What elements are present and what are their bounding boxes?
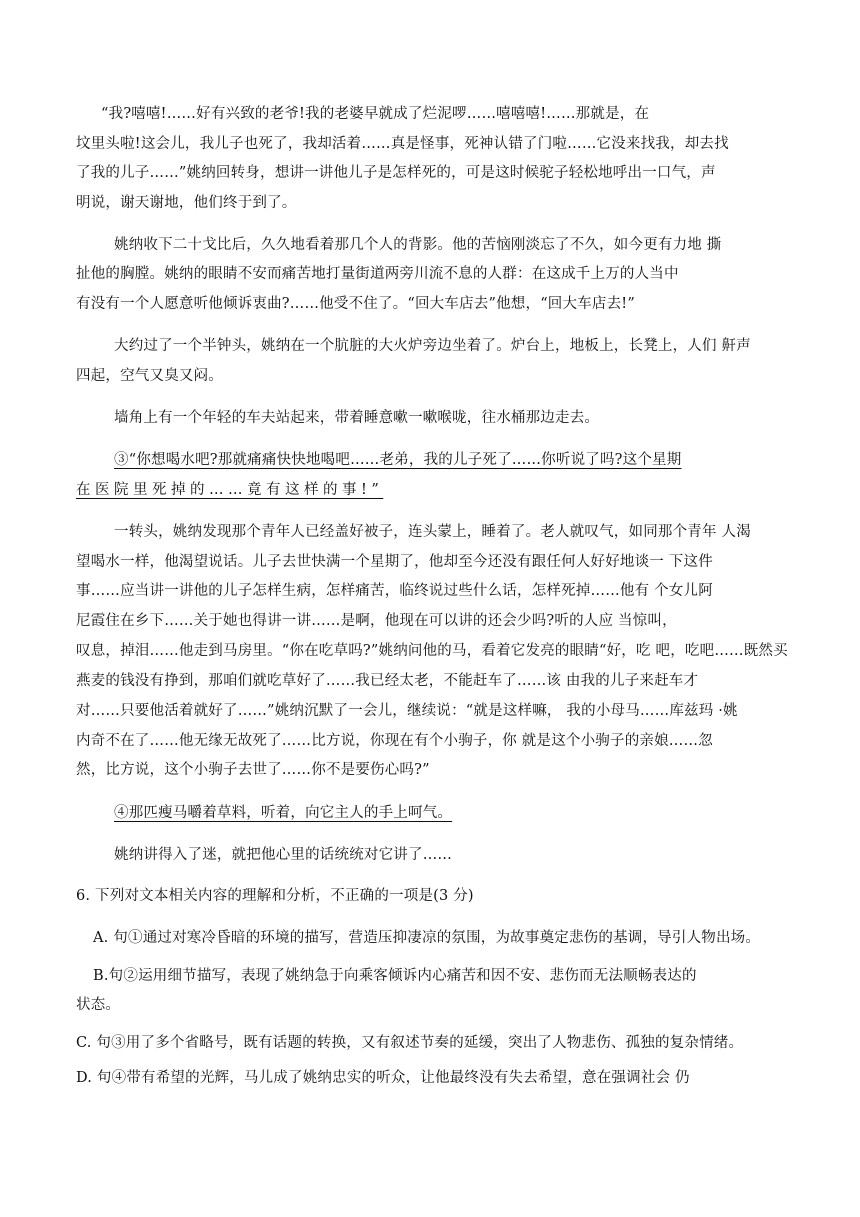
text-line: 四起，空气又臭又闷。 — [76, 368, 223, 384]
text-line: 姚纳讲得入了迷，就把他心里的话统统对它讲了…… — [114, 847, 453, 863]
text-line: 明说，谢天谢地，他们终于到了。 — [76, 195, 297, 211]
underlined-sentence-4: ④那匹瘦马嚼着草料，听着，向它主人的手上呵气。 — [114, 805, 453, 821]
text-line: “我?嘻嘻!……好有兴致的老爷!我的老婆早就成了烂泥啰……嘻嘻嘻!……那就是，在 — [101, 106, 650, 122]
text-line: 对……只要他活着就好了……”姚纳沉默了一会儿，继续说：“就是这样嘛， 我的小母马……库兹玛 ·姚 — [76, 703, 738, 719]
option-c: C. 句③用了多个省略号，既有话题的转换，又有叙述节奏的延缓，突出了人物悲伤、孤独的复杂情绪。 — [76, 1035, 744, 1051]
text-line: 扯他的胸膛。姚纳的眼睛不安而痛苦地打量街道两旁川流不息的人群：在这成千上万的人当中 — [76, 266, 679, 282]
text-line: 燕麦的钱没有挣到，那咱们就吃草好了……我已经太老，不能赶车了……该 由我的儿子来赶车才 — [76, 673, 699, 689]
text-line: 姚纳收下二十戈比后，久久地看着那几个人的背影。他的苦恼刚淡忘了不久，如今更有力地 撕 — [114, 237, 722, 253]
text-line: 了我的儿子……”姚纳回转身，想讲一讲他儿子是怎样死的，可是这时候驼子轻松地呼出一口气，声 — [76, 165, 716, 181]
option-b: 状态。 — [76, 997, 121, 1013]
text-line: 有没有一个人愿意听他倾诉衷曲?……他受不住了。“回大车店去”他想，“回大车店去!” — [76, 296, 635, 312]
underlined-sentence-3: ③“你想喝水吧?那就痛痛快快地喝吧……老弟，我的儿子死了……你听说了吗?这个星期 — [114, 452, 682, 468]
text-line: 坟里头啦!这会儿，我儿子也死了，我却活着……真是怪事，死神认错了门啦……它没来找我，却去找 — [76, 136, 729, 152]
option-d: D. 句④带有希望的光辉，马儿成了姚纳忠实的听众，让他最终没有失去希望，意在强调社会 仍 — [76, 1070, 690, 1086]
option-a: A. 句①通过对寒冷昏暗的环境的描写，营造压抑凄凉的氛围，为故事奠定悲伤的基调，导引人物出场。 — [93, 930, 761, 946]
text-line: 然，比方说，这个小驹子去世了……你不是要伤心吗?” — [76, 762, 430, 778]
text-line: 内奇不在了……他无缘无故死了……比方说，你现在有个小驹子，你 就是这个小驹子的亲娘……忽 — [76, 733, 713, 749]
option-b: B.句②运用细节描写，表现了姚纳急于向乘客倾诉内心痛苦和因不安、悲伤而无法顺畅表达的 — [93, 968, 697, 984]
text-line: 大约过了一个半钟头，姚纳在一个肮脏的大火炉旁边坐着了。炉台上，地板上，长凳上，人们 鼾声 — [114, 338, 751, 354]
text-line: 一转头，姚纳发现那个青年人已经盖好被子，连头蒙上，睡着了。老人就叹气，如同那个青年 人渴 — [114, 524, 751, 540]
underlined-sentence-3: 在医院里死掉的……竟有这样的事!” — [76, 482, 384, 498]
text-line: 望喝水一样，他渴望说话。儿子去世快满一个星期了，他却至今还没有跟任何人好好地谈一 下这件 — [76, 554, 713, 570]
text-line: 叹息，掉泪……他走到马房里。“你在吃草吗?”姚纳问他的马，看着它发亮的眼睛“好，吃 吧，吃吧……既然买 — [76, 643, 788, 659]
text-line: 墙角上有一个年轻的车夫站起来，带着睡意嗽一嗽喉咙，往水桶那边走去。 — [114, 410, 600, 426]
question-stem: 6. 下列对文本相关内容的理解和分析，不正确的一项是(3 分) — [76, 888, 474, 904]
text-line: 事……应当讲一讲他的儿子怎样生病，怎样痛苦，临终说过些什么话，怎样死掉……他有 个女儿阿 — [76, 583, 713, 599]
text-line: 尼霞住在乡下……关于她也得讲一讲……是啊，他现在可以讲的还会少吗?听的人应 当惊叫， — [76, 613, 677, 629]
